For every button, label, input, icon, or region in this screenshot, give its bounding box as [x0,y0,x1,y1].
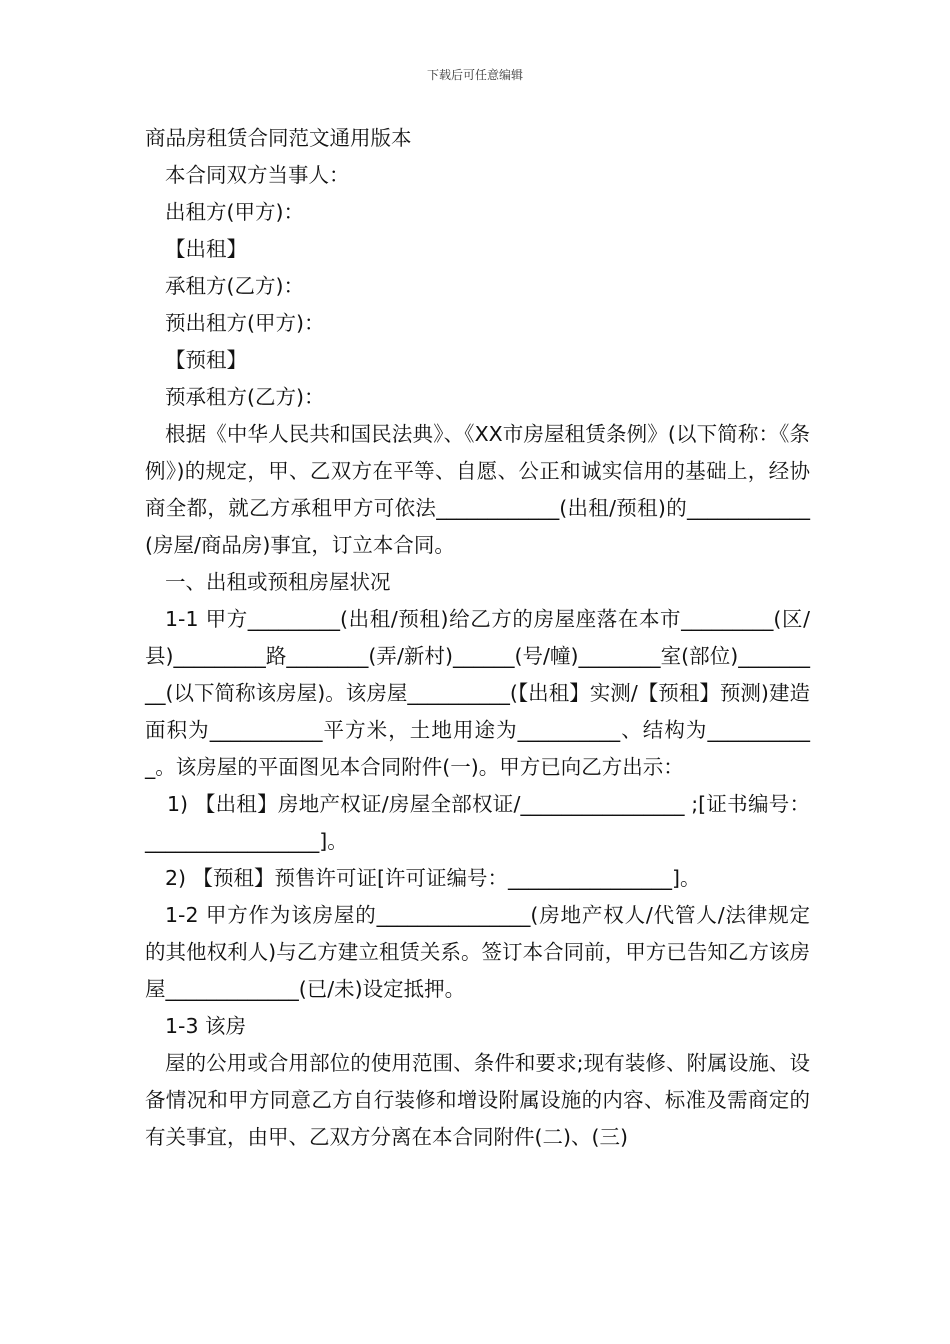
lease-tag: 【出租】 [165,237,247,261]
header-note: 下载后可任意编辑 [426,68,523,82]
document-body [145,120,810,1156]
section-heading-1: 一、出租或预租房屋状况 [165,570,391,594]
clause-1-1: 1-1 甲方_________(出租/预租)给乙方的房屋座落在本市_________(区/县)_________路________(弄/新村)______(号/幢)________室(部位)_________(以下简称该房屋)。该房屋__________(【出租】实测/【预租】预测)建造面积为___________平方米，土地用途为__________、结构为___________。该房屋的平面图见本合同附件(一)。甲方已向乙方出示： [145,607,810,779]
pre-lease-tag: 【预租】 [165,348,247,372]
lessee-label: 承租方(乙方)： [165,274,304,298]
clause-1-1-item-2: 2) 【预租】预售许可证[许可证编号：________________]。 [165,866,701,890]
pre-lessor-label: 预出租方(甲方)： [165,311,325,335]
parties-heading: 本合同双方当事人： [165,163,350,187]
document-title: 商品房租赁合同范文通用版本 [145,126,412,150]
preamble-paragraph: 根据《中华人民共和国民法典》、《XX市房屋租赁条例》(以下简称：《条例》)的规定，甲、乙双方在平等、自愿、公正和诚实信用的基础上，经协商全都，就乙方承租甲方可依法____________(出租/预租)的____________(房屋/商品房)事宜，订立本合同。 [145,422,810,557]
pre-lessee-label: 预承租方(乙方)： [165,385,325,409]
clause-1-1-item-1: 1) 【出租】房地产权证/房屋全部权证/________________ ;[证书编号：_________________]。 [145,792,810,853]
clause-1-3-start: 1-3 该房 [165,1014,246,1038]
clause-1-2: 1-2 甲方作为该房屋的_______________(房地产权人/代管人/法律规定的其他权利人)与乙方建立租赁关系。签订本合同前，甲方已告知乙方该房屋_____________(已/未)设定抵押。 [145,903,810,1001]
lessor-label: 出租方(甲方)： [165,200,304,224]
clause-1-3-body: 屋的公用或合用部位的使用范围、条件和要求;现有装修、附属设施、设备情况和甲方同意乙方自行装修和增设附属设施的内容、标准及需商定的有关事宜，由甲、乙双方分离在本合同附件(二)、(三) [145,1051,810,1149]
